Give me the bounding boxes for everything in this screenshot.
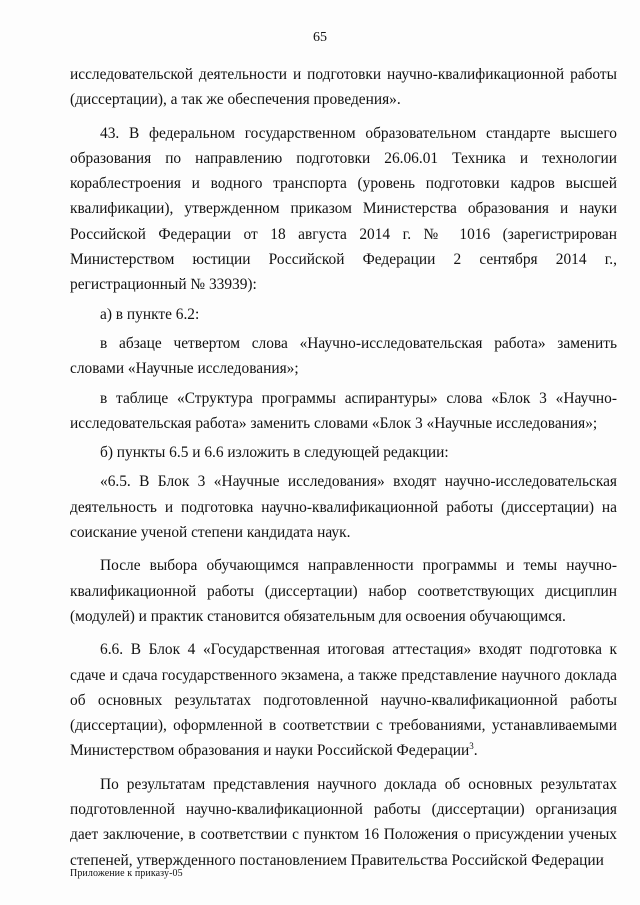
page-number: 65 bbox=[313, 30, 327, 45]
document-body bbox=[70, 62, 617, 873]
clause-6-6-text: 6.6. В Блок 4 «Государственная итоговая аттестация» входят подготовка к сдаче и сдача государственного экзамена, а также представление научного доклада об основных результатах подготовленной научно-квалификационной работы (диссертации), оформленной в соответствии с требованиями, устанавливаемыми Министерством образования и науки Российской Федерации bbox=[70, 641, 617, 760]
paragraph-results: По результатам представления научного доклада об основных результатах подготовленной научно-квалификационной работы (диссертации) организация дает заключение, в соответствии с пунктом 16 Положения о присуждении ученых степеней, утвержденного постановлением Правительства Российской Федерации bbox=[70, 775, 617, 869]
paragraph-clause-6-5: «6.5. В Блок 3 «Научные исследования» входят научно-исследовательская деятельность и подготовка научно-квалификационной работы (диссертации) на соискание ученой степени кандидата наук. bbox=[70, 473, 617, 542]
page-footer: Приложение к приказу-05 bbox=[70, 868, 183, 879]
paragraph-clause-6-6: 6.6. В Блок 4 «Государственная итоговая аттестация» входят подготовка к сдаче и сдача государственного экзамена, а также представление научного доклада об основных результатах подготовленной научно-квалификационной работы (диссертации), оформленной в соответствии с требованиями, устанавливаемыми Министерством образования и науки Российской Федерации$^3$. bbox=[70, 641, 617, 760]
footnote-reference: 3 bbox=[469, 741, 474, 752]
paragraph-item-43: 43. В федеральном государственном образовательном стандарте высшего образования по направлению подготовки 26.06.01 Техника и технологии кораблестроения и водного транспорта (уровень подготовки кадров высшей квалификации), утвержденном приказом Министерства образования и науки Российской Федерации от 18 августа 2014 г. № 1016 (зарегистрирован Министерством юстиции Российской Федерации 2 сентября 2014 г., регистрационный № 33939): bbox=[70, 124, 617, 294]
paragraph-continuation: исследовательской деятельности и подготовки научно-квалификационной работы (диссертации), а так же обеспечения проведения». bbox=[70, 66, 617, 109]
paragraph-subitem-a: а) в пункте 6.2: bbox=[100, 305, 200, 323]
paragraph-subitem-b: б) пункты 6.5 и 6.6 изложить в следующей редакции: bbox=[100, 444, 449, 462]
paragraph-replace-abzac: в абзаце четвертом слова «Научно-исследовательская работа» заменить словами «Научные исследования»; bbox=[70, 334, 617, 378]
paragraph-replace-table: в таблице «Структура программы аспирантуры» слова «Блок 3 «Научно-исследовательская работа» заменить словами «Блок 3 «Научные исследования»; bbox=[70, 389, 617, 432]
paragraph-after-choice: После выбора обучающимся направленности программы и темы научно-квалификационной работы (диссертации) набор соответствующих дисциплин (модулей) и практик становится обязательным для освоения обучающимся. bbox=[70, 557, 617, 625]
